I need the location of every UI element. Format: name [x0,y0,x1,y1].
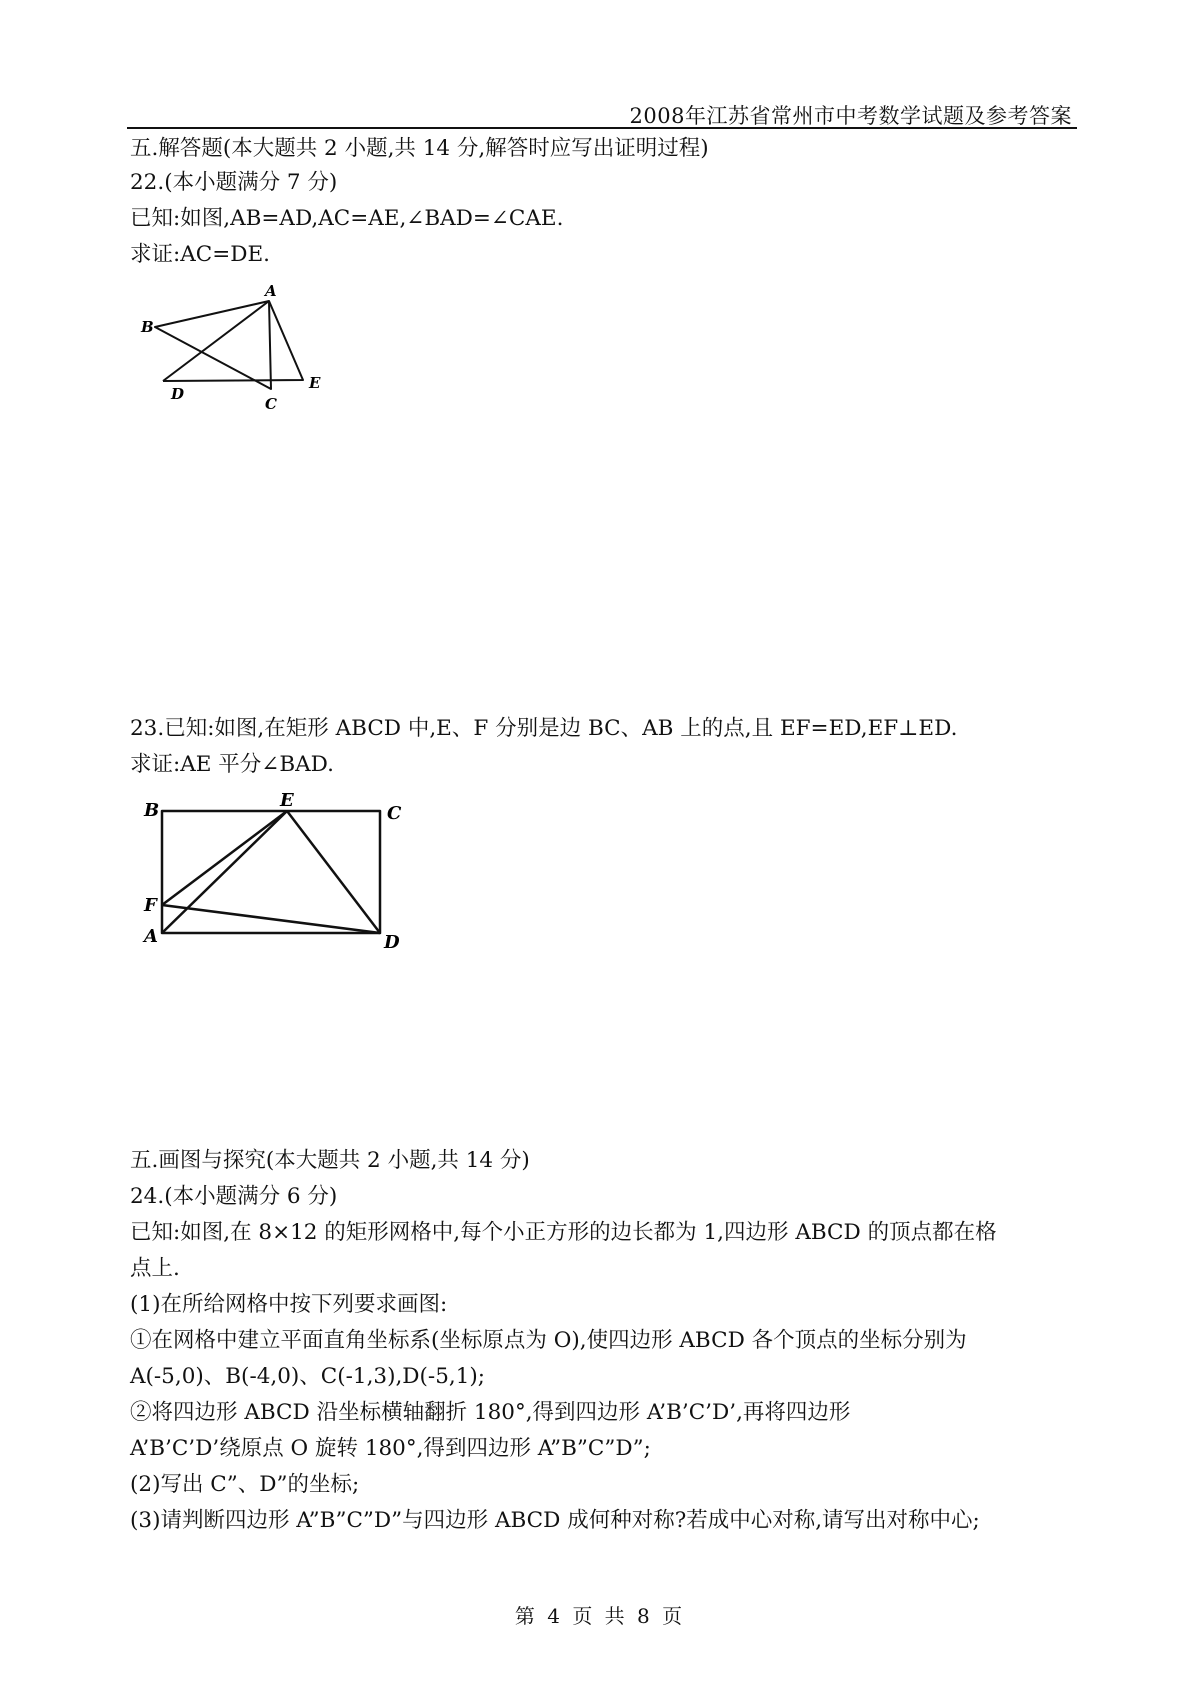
q23-segment-ed [287,811,380,933]
q24-part2: (2)写出 C”、D”的坐标; [130,1472,360,1497]
q23-rectangle-abcd [162,811,380,933]
q22-label-c: C [265,395,277,413]
q23-label-b: B [144,800,160,821]
q23-figure [140,790,410,959]
q24-part3: (3)请判断四边形 A”B”C”D”与四边形 ABCD 成何种对称?若成中心对称,请写出对称中心; [130,1508,980,1533]
document-header-title: 2008年江苏省常州市中考数学试题及参考答案 [629,104,1072,128]
q22-heading: 22.(本小题满分 7 分) [130,170,338,195]
header-rule [127,127,1077,129]
q23-label-d: D [384,932,400,953]
q24-item1-line1: ①在网格中建立平面直角坐标系(坐标原点为 O),使四边形 ABCD 各个顶点的坐标分别为 [130,1328,967,1353]
q22-prove: 求证:AC=DE. [130,242,271,267]
q23-segment-ae [162,811,287,933]
page-number: 第 4 页 共 8 页 [514,1604,686,1628]
q24-given-line1: 已知:如图,在 8×12 的矩形网格中,每个小正方形的边长都为 1,四边形 ABCD 的顶点都在格 [130,1220,997,1245]
section-title: 五.解答题(本大题共 2 小题,共 14 分,解答时应写出证明过程) [130,136,709,161]
q22-given: 已知:如图,AB=AD,AC=AE,∠BAD=∠CAE. [130,206,564,231]
q22-label-a: A [265,282,277,300]
q23-prove: 求证:AE 平分∠BAD. [130,752,334,777]
q23-given: 23.已知:如图,在矩形 ABCD 中,E、F 分别是边 BC、AB 上的点,且 EF=ED,EF⊥ED. [130,716,958,741]
q23-label-a: A [144,926,158,947]
q23-segment-fd [162,905,380,933]
q22-figure [135,282,325,421]
q22-label-e: E [309,374,321,392]
q23-segment-ef [162,811,287,905]
q24-item2-line2: A’B’C’D’绕原点 O 旋转 180°,得到四边形 A”B”C”D”; [130,1436,651,1461]
q24-heading: 24.(本小题满分 6 分) [130,1184,338,1209]
q23-label-f: F [144,895,157,916]
section-title-2: 五.画图与探究(本大题共 2 小题,共 14 分) [130,1148,530,1173]
q23-label-e: E [280,790,294,811]
q22-label-d: D [171,385,185,403]
q23-label-c: C [387,803,402,824]
q24-part1: (1)在所给网格中按下列要求画图: [130,1292,448,1317]
q24-given-line2: 点上. [130,1256,180,1281]
q24-item1-line2: A(-5,0)、B(-4,0)、C(-1,3),D(-5,1); [130,1364,486,1389]
q22-label-b: B [141,318,154,336]
q22-segment-bac [155,301,271,389]
q24-item2-line1: ②将四边形 ABCD 沿坐标横轴翻折 180°,得到四边形 A’B’C’D’,再将四边形 [130,1400,851,1425]
